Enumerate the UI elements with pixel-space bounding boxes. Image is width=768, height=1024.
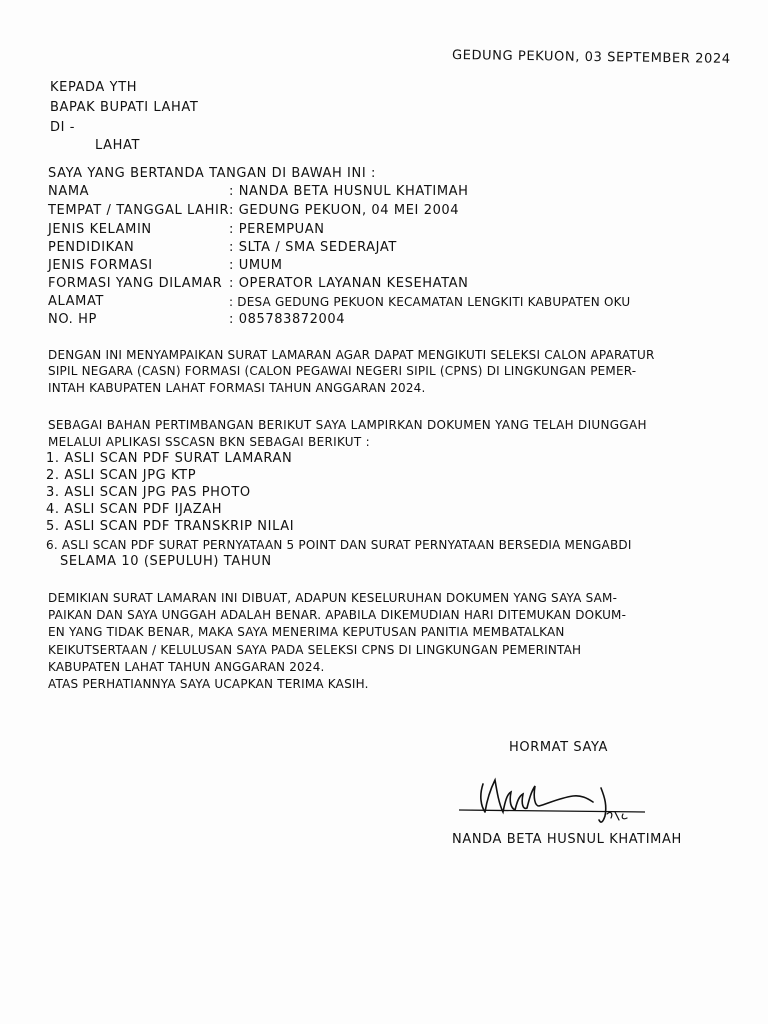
identity-label: NAMA (48, 184, 90, 199)
paragraph3-line-1: DEMIKIAN SURAT LAMARAN INI DIBUAT, ADAPUN KESELURUHAN DOKUMEN YANG SAYA SAM- (48, 591, 618, 605)
signatory-name: NANDA BETA HUSNUL KHATIMAH (452, 832, 682, 847)
paragraph3-line-6: ATAS PERHATIANNYA SAYA UCAPKAN TERIMA KASIH. (48, 677, 369, 691)
intro-line: SAYA YANG BERTANDA TANGAN DI BAWAH INI : (48, 166, 376, 181)
attachment-item-6: 6. ASLI SCAN PDF SURAT PERNYATAAN 5 POINT DAN SURAT PERNYATAAN BERSEDIA MENGABDI (46, 538, 632, 552)
attachment-item-2: 2. ASLI SCAN JPG KTP (46, 468, 197, 483)
identity-value: : DESA GEDUNG PEKUON KECAMATAN LENGKITI KABUPATEN OKU (229, 295, 631, 309)
attachment-item-4: 4. ASLI SCAN PDF IJAZAH (46, 502, 223, 517)
identity-label: TEMPAT / TANGGAL LAHIR (48, 203, 230, 218)
paragraph2-line-1: SEBAGAI BAHAN PERTIMBANGAN BERIKUT SAYA LAMPIRKAN DOKUMEN YANG TELAH DIUNGGAH (48, 418, 647, 432)
identity-label: NO. HP (48, 312, 97, 327)
attachment-item-5: 5. ASLI SCAN PDF TRANSKRIP NILAI (46, 519, 295, 534)
recipient-line-3: DI - (50, 120, 76, 135)
closing-greeting: HORMAT SAYA (509, 740, 609, 755)
paragraph3-line-2: PAIKAN DAN SAYA UNGGAH ADALAH BENAR. APABILA DIKEMUDIAN HARI DITEMUKAN DOKUM- (48, 608, 627, 622)
identity-value: : OPERATOR LAYANAN KESEHATAN (229, 276, 469, 291)
attachment-item-3: 3. ASLI SCAN JPG PAS PHOTO (46, 485, 251, 500)
identity-label: JENIS FORMASI (48, 258, 153, 273)
identity-value: : NANDA BETA HUSNUL KHATIMAH (229, 184, 469, 199)
paragraph1-line-3: INTAH KABUPATEN LAHAT FORMASI TAHUN ANGGARAN 2024. (48, 381, 426, 395)
identity-label: JENIS KELAMIN (48, 222, 152, 237)
identity-value: : GEDUNG PEKUON, 04 MEI 2004 (229, 203, 460, 218)
recipient-line-2: BAPAK BUPATI LAHAT (50, 100, 199, 115)
identity-value: : 085783872004 (229, 312, 346, 327)
identity-label: FORMASI YANG DILAMAR (48, 276, 223, 291)
identity-value: : SLTA / SMA SEDERAJAT (229, 240, 397, 255)
paragraph3-line-3: EN YANG TIDAK BENAR, MAKA SAYA MENERIMA KEPUTUSAN PANITIA MEMBATALKAN (48, 625, 565, 639)
paragraph1-line-2: SIPIL NEGARA (CASN) FORMASI (CALON PEGAWAI NEGERI SIPIL (CPNS) DI LINGKUNGAN PEMER- (48, 364, 637, 378)
paragraph1-line-1: DENGAN INI MENYAMPAIKAN SURAT LAMARAN AGAR DAPAT MENGIKUTI SELEKSI CALON APARATUR (48, 348, 655, 362)
identity-label: PENDIDIKAN (48, 240, 135, 255)
recipient-line-1: KEPADA YTH (50, 80, 138, 95)
paragraph3-line-5: KABUPATEN LAHAT TAHUN ANGGARAN 2024. (48, 660, 325, 674)
paragraph3-line-4: KEIKUTSERTAAN / KELULUSAN SAYA PADA SELEKSI CPNS DI LINGKUNGAN PEMERINTAH (48, 643, 582, 657)
paragraph2-line-2: MELALUI APLIKASI SSCASN BKN SEBAGAI BERIKUT : (48, 435, 370, 449)
identity-value: : PEREMPUAN (229, 222, 325, 237)
attachment-item-1: 1. ASLI SCAN PDF SURAT LAMARAN (46, 451, 293, 466)
identity-value: : UMUM (229, 258, 283, 273)
handwritten-signature (455, 762, 650, 830)
date-line: GEDUNG PEKUON, 03 SEPTEMBER 2024 (451, 48, 731, 67)
identity-label: ALAMAT (48, 294, 104, 309)
attachment-item-6-cont: SELAMA 10 (SEPULUH) TAHUN (60, 554, 272, 569)
recipient-line-4: LAHAT (95, 138, 141, 153)
